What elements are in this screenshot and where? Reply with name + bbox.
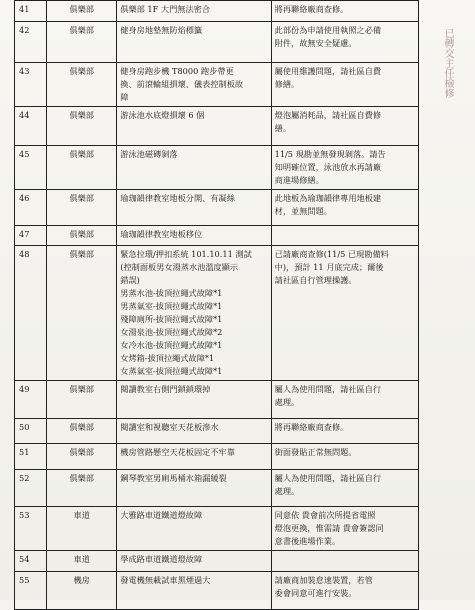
table-row <box>15 444 419 470</box>
description-line: 健身房地墊無防焰標籤 <box>120 25 203 35</box>
defect-description-cell <box>117 551 271 572</box>
response-cell <box>271 226 418 246</box>
location-cell: 俱樂部 <box>47 444 117 470</box>
item-number: 52 <box>15 470 47 507</box>
response-cell <box>271 63 418 107</box>
response-line: 知明確位置，泳池放水再請廠 <box>274 162 382 172</box>
response-line: 屬人為使用問題，請社區自行 <box>274 473 382 483</box>
description-line: 瑜珈韻律教室地板分開、有凝絲 <box>120 193 235 203</box>
response-cell <box>271 107 418 146</box>
response-cell <box>271 470 418 507</box>
item-number: 42 <box>15 22 47 63</box>
response-line: 街面發貼正常無問題。 <box>274 447 357 457</box>
location-cell: 俱樂部 <box>47 146 117 190</box>
item-number: 51 <box>15 444 47 470</box>
table-row <box>15 146 419 190</box>
response-cell <box>271 190 418 226</box>
description-line: 女蒸氣室-拔頂拉繩式故障*1 <box>120 366 223 376</box>
location-cell: 俱樂部 <box>47 1 117 22</box>
response-line: 11/5 現勘並無發現剝落。請告 <box>274 149 386 159</box>
response-cell <box>271 444 418 470</box>
description-line: (控制面板男女湯蒸水池溫度顯示 <box>120 262 239 272</box>
response-line: 繕。 <box>274 123 292 133</box>
response-cell <box>271 419 418 444</box>
item-number: 46 <box>15 190 47 226</box>
description-line: 游泳池磁磚剝落 <box>120 149 178 159</box>
defect-description-cell <box>117 246 271 381</box>
location-cell: 俱樂部 <box>47 190 117 226</box>
defect-description-cell <box>117 190 271 226</box>
table-row <box>15 419 419 444</box>
description-line: 男蒸氣室-拔頂拉繩式故障*1 <box>120 301 223 311</box>
defect-description-cell <box>117 572 271 610</box>
defect-description-cell <box>117 470 271 507</box>
defect-description-cell <box>117 22 271 63</box>
response-cell <box>271 381 418 419</box>
defect-description-cell <box>117 381 271 419</box>
location-cell: 俱樂部 <box>47 470 117 507</box>
response-line: 此地板為瑜珈韻律專用地板建 <box>274 193 382 203</box>
table-body <box>15 1 419 610</box>
table-row <box>15 507 419 551</box>
table-row <box>15 1 419 22</box>
response-cell <box>271 507 418 551</box>
description-line: 錯誤) <box>120 275 140 285</box>
response-line: 燈泡屬消耗品，請社區自費修 <box>274 110 382 120</box>
description-line: 游泳池水底燈損壞 6 個 <box>120 110 205 120</box>
item-number: 45 <box>15 146 47 190</box>
response-line: 意書後進場作業。 <box>274 536 341 546</box>
response-cell <box>271 246 418 381</box>
response-line: 附件，故無安全疑慮。 <box>274 38 357 48</box>
response-line: 屬人為使用問題，請社區自行 <box>274 384 382 394</box>
item-number: 54 <box>15 551 47 572</box>
description-line: 殘障廁所-拔頂拉繩式故障*1 <box>120 314 223 324</box>
response-line: 修繕。 <box>274 79 300 89</box>
description-line: 女烤箱-拔頂拉繩式故障*1 <box>120 353 215 363</box>
location-cell: 俱樂部 <box>47 107 117 146</box>
response-line: 將再聯絡廠商查修。 <box>274 422 349 432</box>
description-line: 男蒸水池-拔頂拉繩式故障*1 <box>120 288 223 298</box>
defect-description-cell <box>117 419 271 444</box>
description-line: 緊急拉環/押扣系統 101.10.11 測試 <box>120 249 252 259</box>
location-cell: 俱樂部 <box>47 246 117 381</box>
location-cell: 俱樂部 <box>47 419 117 444</box>
item-number: 50 <box>15 419 47 444</box>
response-cell <box>271 22 418 63</box>
table-row <box>15 470 419 507</box>
description-line: 閱讀教室右側門鎖鎖環掉 <box>120 384 211 394</box>
description-line: 健身房跑步機 T8000 跑步帶更 <box>120 66 234 76</box>
table-row <box>15 246 419 381</box>
handwritten-margin-note: 已轉交主任檢修 <box>442 28 453 98</box>
table-row <box>15 107 419 146</box>
description-line: 機房管路懸空天花板固定不牢靠 <box>120 447 235 457</box>
response-cell <box>271 1 418 22</box>
response-cell <box>271 146 418 190</box>
description-line: 閱讀室和視聽室天花板滲水 <box>120 422 219 432</box>
item-number: 53 <box>15 507 47 551</box>
response-line: 屬使用維護問題，請社區自費 <box>274 66 382 76</box>
location-cell: 車道 <box>47 551 117 572</box>
description-line: 學成路車道鐵道燈故障 <box>120 554 203 564</box>
response-line: 燈泡更換，惟需請 貴會簽認同 <box>274 523 384 533</box>
table-row <box>15 381 419 419</box>
item-number: 49 <box>15 381 47 419</box>
table-row <box>15 63 419 107</box>
defect-description-cell <box>117 1 271 22</box>
response-line: 將再聯絡廠商查修。 <box>274 4 349 14</box>
response-cell <box>271 551 418 572</box>
item-number: 55 <box>15 572 47 610</box>
item-number: 47 <box>15 226 47 246</box>
table-row <box>15 22 419 63</box>
description-line: 女湯泉池-拔頂拉繩式故障*2 <box>120 327 223 337</box>
description-line: 瑜珈韻律教室地板移位 <box>120 229 203 239</box>
table-row <box>15 190 419 226</box>
item-number: 48 <box>15 246 47 381</box>
description-line: 大雅路車道鐵道燈故障 <box>120 510 203 520</box>
location-cell: 俱樂部 <box>47 226 117 246</box>
response-line: 處理。 <box>274 486 300 496</box>
description-line: 換、前滾輪組損壞、儀表控制板故 <box>120 79 244 89</box>
description-line: 俱樂部 1F 大門無法密合 <box>120 4 211 14</box>
response-line: 請社區自行管理操護。 <box>274 275 357 285</box>
table-row <box>15 572 419 610</box>
location-cell: 機房 <box>47 572 117 610</box>
response-line: 處理。 <box>274 397 300 407</box>
item-number: 43 <box>15 63 47 107</box>
defect-description-cell <box>117 63 271 107</box>
response-line: 中)，預計 11 月底完成；爾後 <box>274 262 384 272</box>
defect-description-cell <box>117 226 271 246</box>
response-line: 商進場修繕。 <box>274 175 324 185</box>
response-line: 同意依 貴會前次所提省電照 <box>274 510 376 520</box>
defect-description-cell <box>117 444 271 470</box>
response-line: 材，並無問題。 <box>274 206 332 216</box>
defect-response-table <box>14 0 419 610</box>
response-line: 已請廠商查修(11/5 已現勘備料 <box>274 249 389 259</box>
description-line: 障 <box>120 92 129 102</box>
defect-description-cell <box>117 146 271 190</box>
table-row <box>15 551 419 572</box>
location-cell: 車道 <box>47 507 117 551</box>
location-cell: 俱樂部 <box>47 63 117 107</box>
description-line: 發電機無載試車黑煙過大 <box>120 575 211 585</box>
response-cell <box>271 572 418 610</box>
item-number: 41 <box>15 1 47 22</box>
description-line: 女冷水池-拔頂拉繩式故障*1 <box>120 340 223 350</box>
description-line: 鋼琴教室男廁馬桶水箱漏緩裂 <box>120 473 227 483</box>
defect-description-cell <box>117 507 271 551</box>
response-line: 委會同意可進行安裝。 <box>274 588 357 598</box>
defect-description-cell <box>117 107 271 146</box>
item-number: 44 <box>15 107 47 146</box>
response-line: 請廠商加裝怠速裝置，若管 <box>274 575 373 585</box>
location-cell: 俱樂部 <box>47 22 117 63</box>
location-cell: 俱樂部 <box>47 381 117 419</box>
response-line: 此部份為申請使用執照之必備 <box>274 25 382 35</box>
table-row <box>15 226 419 246</box>
